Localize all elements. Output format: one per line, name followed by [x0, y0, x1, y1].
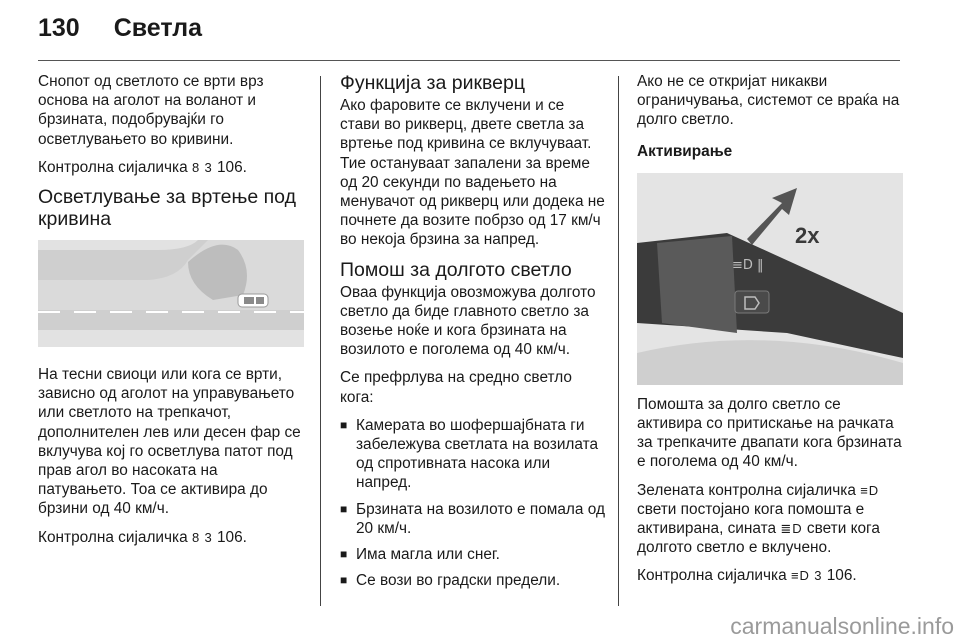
control-reference-2: Контролна сијаличка 8 3 106.	[38, 528, 247, 546]
arrow-icon: 3	[204, 529, 213, 545]
page-number: 130	[38, 14, 80, 42]
control-reference-3: Контролна сијаличка ≡D 3 106.	[637, 567, 857, 585]
column-divider-1	[320, 76, 321, 606]
cornering-light-illustration	[38, 240, 304, 347]
arrow-icon: 3	[814, 568, 823, 584]
stalk-illustration	[637, 173, 903, 385]
intro-paragraph: Снопот од светлото се врти врз основа на аголот на воланот и брзината, подобрувајќи го осветлувањето во кривини.	[38, 73, 264, 148]
indicator-icon: 8	[191, 159, 201, 175]
section-heading-activation: Активирање	[637, 142, 733, 160]
return-body: Ако не се откријат никакви ограничувања, системот се враќа на долго светло.	[637, 73, 900, 129]
page-link[interactable]: 106.	[826, 567, 857, 585]
page-link[interactable]: 106.	[216, 528, 247, 546]
press-twice-label: 2x	[795, 222, 820, 248]
indicator-stalk-icon	[637, 173, 903, 385]
indicator-description: Зелената контролна сијаличка ≡D свети постојано кога помошта е активирана, сината ≣D свети кога долгото светло е вклучено.	[637, 481, 880, 557]
watermark: carmanualsonline.info	[730, 613, 954, 639]
list-item: ■ Се вози во градски предели.	[340, 571, 606, 590]
high-beam-assist-icon: ≡D	[860, 482, 880, 498]
high-beam-icon: ≣D	[780, 521, 803, 537]
section-heading-cornering: Осветлување за вртење под кривина	[38, 186, 296, 231]
column-divider-2	[618, 76, 619, 606]
list-item: ■ Брзината на возилото е помала од 20 км/ч.	[340, 500, 606, 538]
page-title: Светла	[113, 14, 203, 42]
column-1	[38, 72, 304, 556]
road-illustration-icon	[38, 240, 304, 347]
control-reference-1: Контролна сијаличка 8 3 106.	[38, 158, 247, 176]
column-2	[340, 72, 606, 597]
column-3	[637, 72, 903, 595]
condition-list	[340, 416, 606, 591]
section-heading-reverse: Функција за рикверц	[340, 72, 526, 94]
svg-text:≡D ‖: ≡D ‖	[732, 257, 764, 273]
page-link[interactable]: 106.	[216, 158, 247, 176]
arrow-icon: 3	[204, 159, 213, 175]
switch-condition-intro: Се префрлува на средно светло кога:	[340, 369, 572, 406]
high-beam-body: Оваа функција овозможува долгото светло да биде главното светло за возење ноќе и кога брзината на возилото е поголема од 40 км/ч.	[340, 283, 596, 359]
section-heading-high-beam-assist: Помош за долгото светло	[340, 258, 572, 281]
indicator-icon: 8	[191, 529, 201, 545]
page-header	[38, 14, 202, 54]
list-item: ■ Има магла или снег.	[340, 545, 606, 564]
activation-body: Помошта за долго светло се активира со притискање на рачката за трепкачите двапати кога брзината е поголема од 40 км/ч.	[637, 395, 902, 471]
reverse-body: Ако фаровите се вклучени и се стави во рикверц, двете светла за вртење под кривина се вклучуваат. Тие остануваат запалени за време од 20 секунди по вадењето на менувачот од рикверц или додека не почнете да возите побрзо од 17 км/ч во некоја брзина за напред.	[340, 97, 605, 249]
cornering-body: На тесни свиоци или кога се врти, зависно од аголот на управувањето или светлото на трепкачот, дополнителен лев или десен фар се вклучува кој го осветлува патот под прав агол во насоката на патувањето. Тоа се активира до брзини од 40 км/ч.	[38, 366, 301, 518]
header-rule	[38, 60, 900, 61]
high-beam-assist-icon: ≡D	[790, 568, 810, 584]
list-item: ■ Камерата во шофершајбната ги забележува светлата на возилата од спротивната насока или напред.	[340, 416, 606, 493]
